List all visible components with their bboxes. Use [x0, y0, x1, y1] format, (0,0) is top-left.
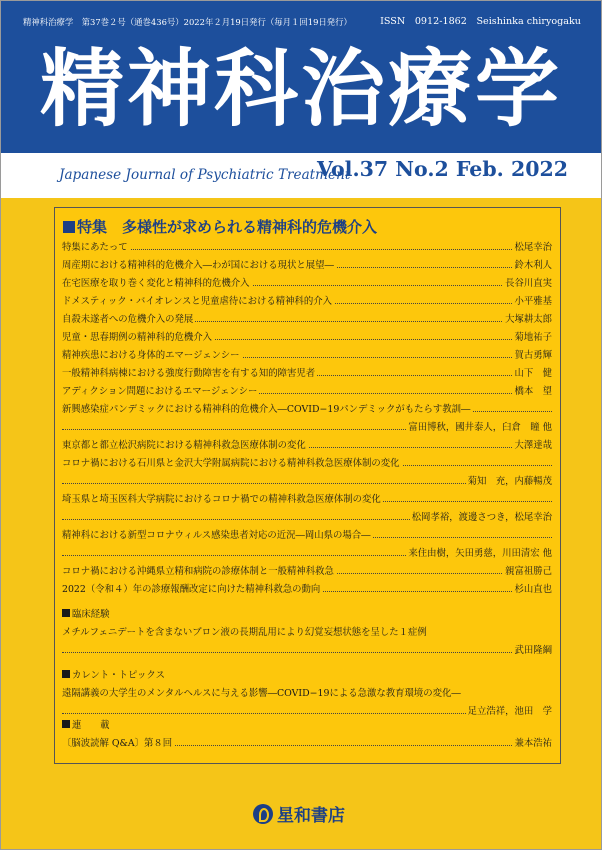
- toc-entry-title: 〔脳波読解 Q&A〕第８回: [62, 738, 173, 749]
- square-bullet-icon: [62, 720, 70, 728]
- toc-entry-author: 長谷川直実: [505, 278, 552, 289]
- toc-entry-title: 東京都と都立松沢病院における精神科救急医療体制の変化: [62, 440, 306, 451]
- toc-entry-author: 杉山直也: [514, 584, 552, 595]
- toc-entry[interactable]: [62, 626, 552, 640]
- toc-entry-title: 周産期における精神科的危機介入―わが国における現状と展望―: [62, 260, 334, 271]
- section-heading-label: 連 載: [72, 720, 110, 731]
- square-bullet-icon: [63, 221, 75, 233]
- toc-entry[interactable]: [62, 259, 552, 273]
- toc-entry-author: 富田博秋，國井泰人，臼倉 瞳 他: [408, 422, 552, 433]
- toc-entry-continued[interactable]: [62, 511, 552, 525]
- publisher-name: 星和書店: [277, 806, 345, 826]
- toc-entry-author: 山下 健: [514, 368, 552, 379]
- toc-entry-author: 足立浩祥，池田 学: [467, 706, 552, 717]
- issue-meta: 精神科治療学 第37巻２号（通巻436号）2022年２月19日発行（毎月１回19日発行）: [23, 17, 352, 27]
- toc-entry-author: 松岡孝裕，渡邊さつき，松尾幸治: [411, 512, 552, 523]
- toc-entry[interactable]: [62, 349, 552, 363]
- toc-entry-title: 児童・思春期例の精神科的危機介入: [62, 332, 213, 343]
- dot-leader: [62, 249, 552, 250]
- toc-entry-title: 埼玉県と埼玉医科大学病院におけるコロナ禍での精神科救急医療体制の変化: [62, 494, 381, 505]
- toc-entry[interactable]: [62, 277, 552, 291]
- toc-entry[interactable]: [62, 457, 552, 471]
- toc-entry[interactable]: [62, 313, 552, 327]
- toc-entry[interactable]: [62, 493, 552, 507]
- toc-entry-title: ドメスティック・バイオレンスと児童虐待における精神科的介入: [62, 296, 333, 307]
- toc-entry[interactable]: [62, 367, 552, 381]
- toc-entry-author: 小平雅基: [514, 296, 552, 307]
- dot-leader: [62, 652, 552, 653]
- toc-entry[interactable]: [62, 439, 552, 453]
- toc-entry-author: 菊知 充，内藤暢茂: [467, 476, 552, 487]
- toc-entry-title: 精神疾患における身体的エマージェンシー: [62, 350, 240, 361]
- publisher-logo: [253, 801, 345, 827]
- toc-entry-title: 自殺未遂者への危機介入の発展: [62, 314, 194, 325]
- special-feature-heading: [63, 216, 377, 237]
- toc-entry-author: 大塚耕太郎: [505, 314, 552, 325]
- header-band: [1, 1, 601, 153]
- toc-entry-title: 特集にあたって: [62, 242, 128, 253]
- toc-entry-author: 親富祖勝己: [505, 566, 552, 577]
- english-title: Japanese Journal of Psychiatric Treatment: [59, 167, 351, 183]
- toc-entry-title: 遠隔講義の大学生のメンタルヘルスに与える影響―COVID−19による急激な教育環境の変化―: [62, 688, 461, 699]
- toc-entry-title: コロナ禍における沖縄県立精和病院の診療体制と一般精神科救急: [62, 566, 334, 577]
- section-heading-label: カレント・トピックス: [72, 670, 166, 681]
- toc-entry-title: 新興感染症パンデミックにおける精神科的危機介入―COVID−19パンデミックがもたらす教訓―: [62, 404, 471, 415]
- toc-entry-title: 在宅医療を取り巻く変化と精神科的危機介入: [62, 278, 250, 289]
- special-feature-title: 特集 多様性が求められる精神科的危機介入: [77, 218, 378, 236]
- volume-info: Vol.37 No.2 Feb. 2022: [316, 157, 568, 181]
- toc-entry[interactable]: [62, 565, 552, 579]
- toc-entry-title: 精神科における新型コロナウィルス感染患者対応の近況―岡山県の場合―: [62, 530, 371, 541]
- toc-entry-author: 武田隆綱: [514, 645, 552, 656]
- toc-entry-continued[interactable]: [62, 547, 552, 561]
- toc-entry-title: アディクション問題におけるエマージェンシー: [62, 386, 258, 397]
- toc-entry[interactable]: [62, 331, 552, 345]
- toc-entry[interactable]: [62, 737, 552, 751]
- toc-entry-title: 2022（令和４）年の診療報酬改定に向けた精神科救急の動向: [62, 584, 321, 595]
- toc-entry-continued[interactable]: [62, 644, 552, 658]
- toc-entry[interactable]: [62, 295, 552, 309]
- toc-entry-continued[interactable]: [62, 421, 552, 435]
- toc-entry-author: 菊地祐子: [514, 332, 552, 343]
- section-heading-label: 臨床経験: [72, 609, 110, 620]
- toc-entry-author: 賀古勇輝: [514, 350, 552, 361]
- toc-entry[interactable]: [62, 241, 552, 255]
- toc-entry[interactable]: [62, 385, 552, 399]
- toc-entry-title: コロナ禍における石川県と金沢大学附属病院における精神科救急医療体制の変化: [62, 458, 400, 469]
- issn: ISSN 0912-1862 Seishinka chiryogaku: [380, 16, 581, 27]
- toc-entry-author: 鈴木利人: [514, 260, 552, 271]
- toc-entry-author: 橋本 望: [514, 386, 552, 397]
- toc-entry-continued[interactable]: [62, 475, 552, 489]
- table-of-contents: [54, 207, 561, 764]
- subtitle-band: [1, 153, 601, 198]
- toc-entry[interactable]: [62, 687, 552, 701]
- toc-entry[interactable]: [62, 403, 552, 417]
- toc-entry-author: 兼本浩祐: [514, 738, 552, 749]
- toc-entry-title: メチルフェニデートを含まないブロン液の長期乱用により幻覚妄想状態を呈した１症例: [62, 627, 427, 638]
- series-section-heading: [62, 719, 110, 733]
- toc-entry-author: 大澤達哉: [514, 440, 552, 451]
- toc-entry-continued[interactable]: [62, 705, 552, 719]
- square-bullet-icon: [62, 609, 70, 617]
- toc-entry-title: 一般精神科病棟における強度行動障害を有する知的障害児者: [62, 368, 316, 379]
- toc-entry[interactable]: [62, 529, 552, 543]
- square-bullet-icon: [62, 670, 70, 678]
- clinical-section-heading: [62, 608, 110, 622]
- journal-title: 精神科治療学: [39, 40, 562, 138]
- toc-entry[interactable]: [62, 583, 552, 597]
- publisher-mark-icon: [253, 804, 273, 824]
- topics-section-heading: [62, 669, 165, 683]
- toc-entry-author: 松尾幸治: [514, 242, 552, 253]
- toc-entry-author: 来住由樹，矢田勇慈，川田清宏 他: [408, 548, 552, 559]
- issue-info: [23, 15, 581, 29]
